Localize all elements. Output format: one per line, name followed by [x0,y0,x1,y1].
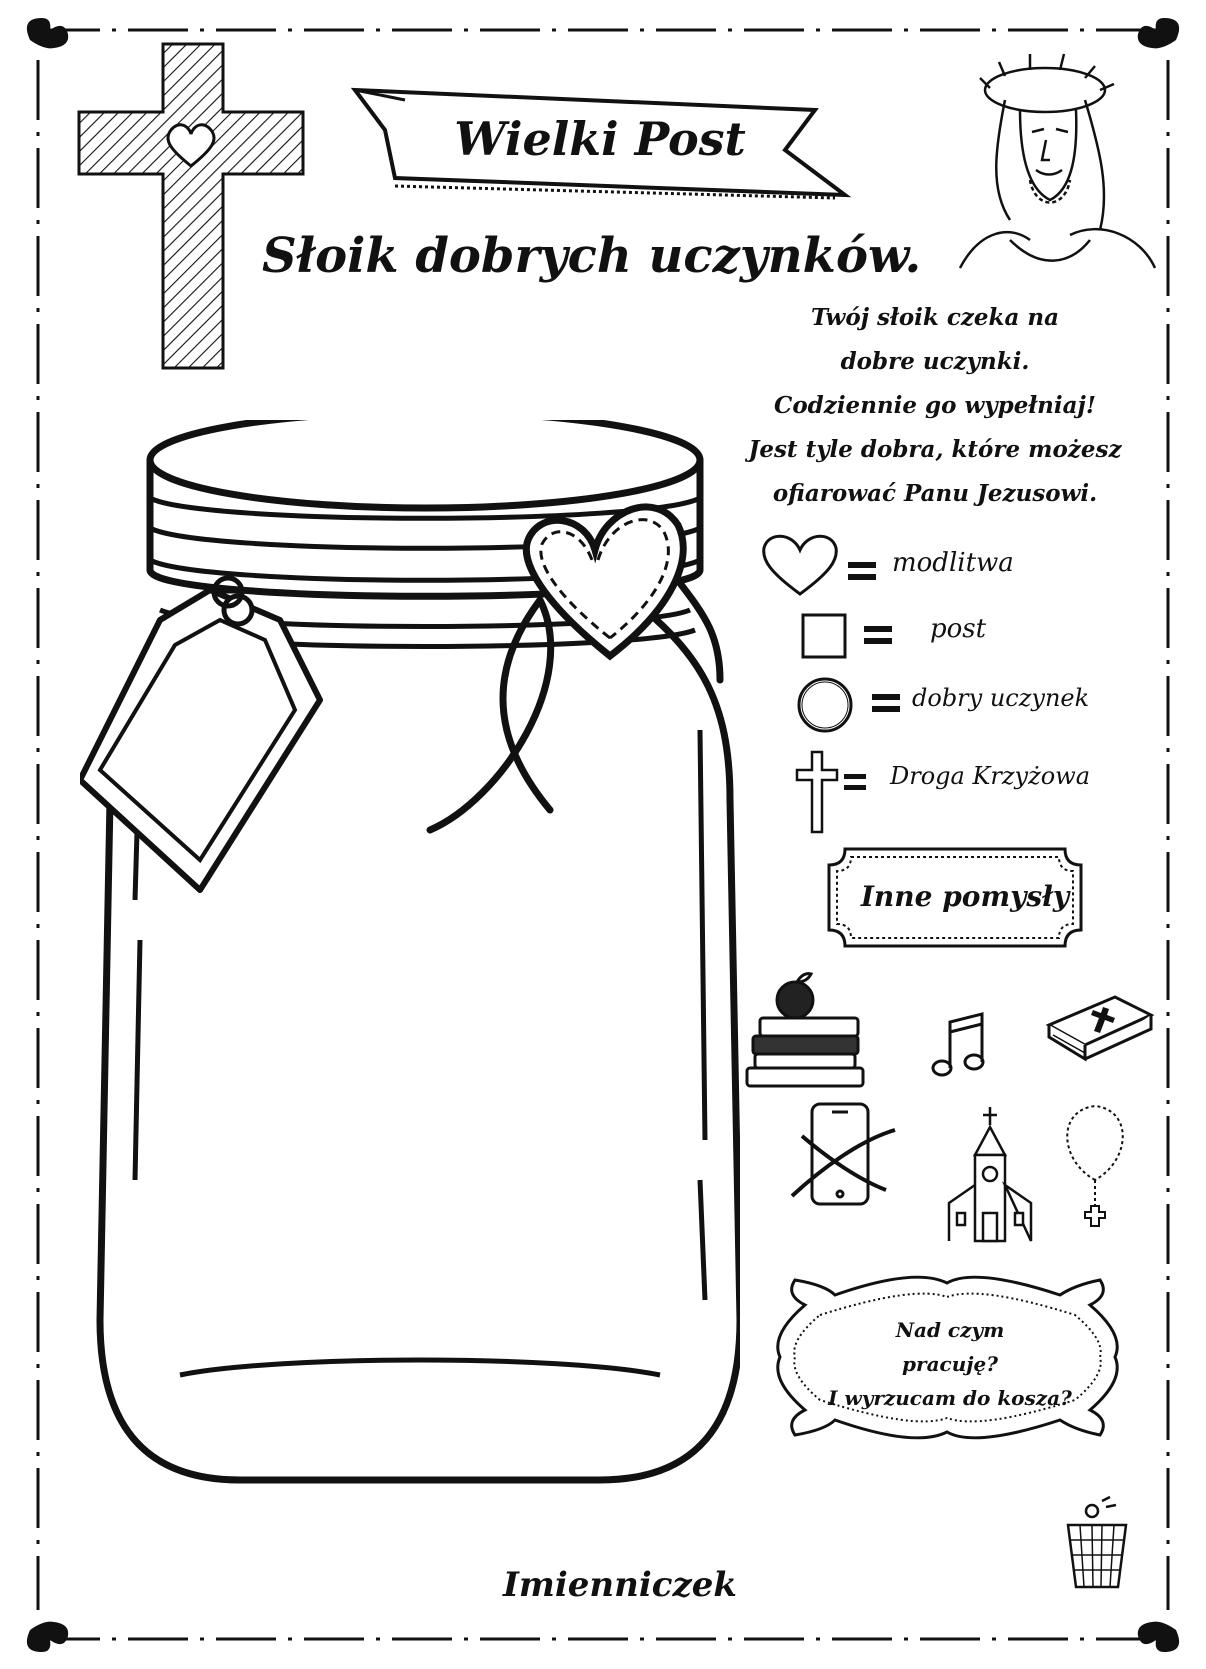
main-title: Słoik dobrych uczynków. [262,228,922,284]
music-note-icon [930,1010,990,1080]
rosary-icon [1055,1100,1135,1230]
legend-label-fasting: post [930,614,987,644]
heart-icon [760,530,840,600]
equals-icon [872,694,900,714]
question-line: Nad czym [895,1318,1005,1342]
intro-line: Jest tyle dobra, które możesz [748,436,1122,463]
legend-label-stations-of-cross: Droga Krzyżowa [890,762,1091,790]
question-line: pracuję? [902,1352,998,1376]
legend-label-good-deed: dobry uczynek [912,684,1090,712]
square-icon [800,612,848,660]
intro-text [700,296,1170,516]
question-text [780,1313,1120,1415]
intro-line: ofiarować Panu Jezusowi. [772,480,1098,507]
intro-line: Twój słoik czeka na [810,304,1060,331]
jesus-portrait-icon [950,40,1160,270]
intro-line: Codziennie go wypełniaj! [774,392,1096,419]
ideas-label: Inne pomysły [860,880,1070,913]
church-icon [945,1105,1035,1245]
circle-icon [795,675,855,735]
question-line: I wyrzucam do kosza? [828,1386,1072,1410]
footer-brand: Imienniczek [503,1565,737,1605]
equals-icon [844,774,866,792]
cross-icon [795,750,839,834]
books-apple-icon [745,968,870,1088]
banner-title: Wielki Post [454,112,746,166]
hatched-cross-icon [75,42,307,372]
equals-icon [864,626,892,646]
equals-icon [848,562,876,582]
mason-jar [80,420,740,1520]
trash-can-icon [1062,1495,1132,1590]
legend-label-prayer: modlitwa [892,548,1014,578]
bible-icon [1045,975,1155,1065]
crossed-phone-icon [790,1100,900,1210]
intro-line: dobre uczynki. [840,348,1030,375]
